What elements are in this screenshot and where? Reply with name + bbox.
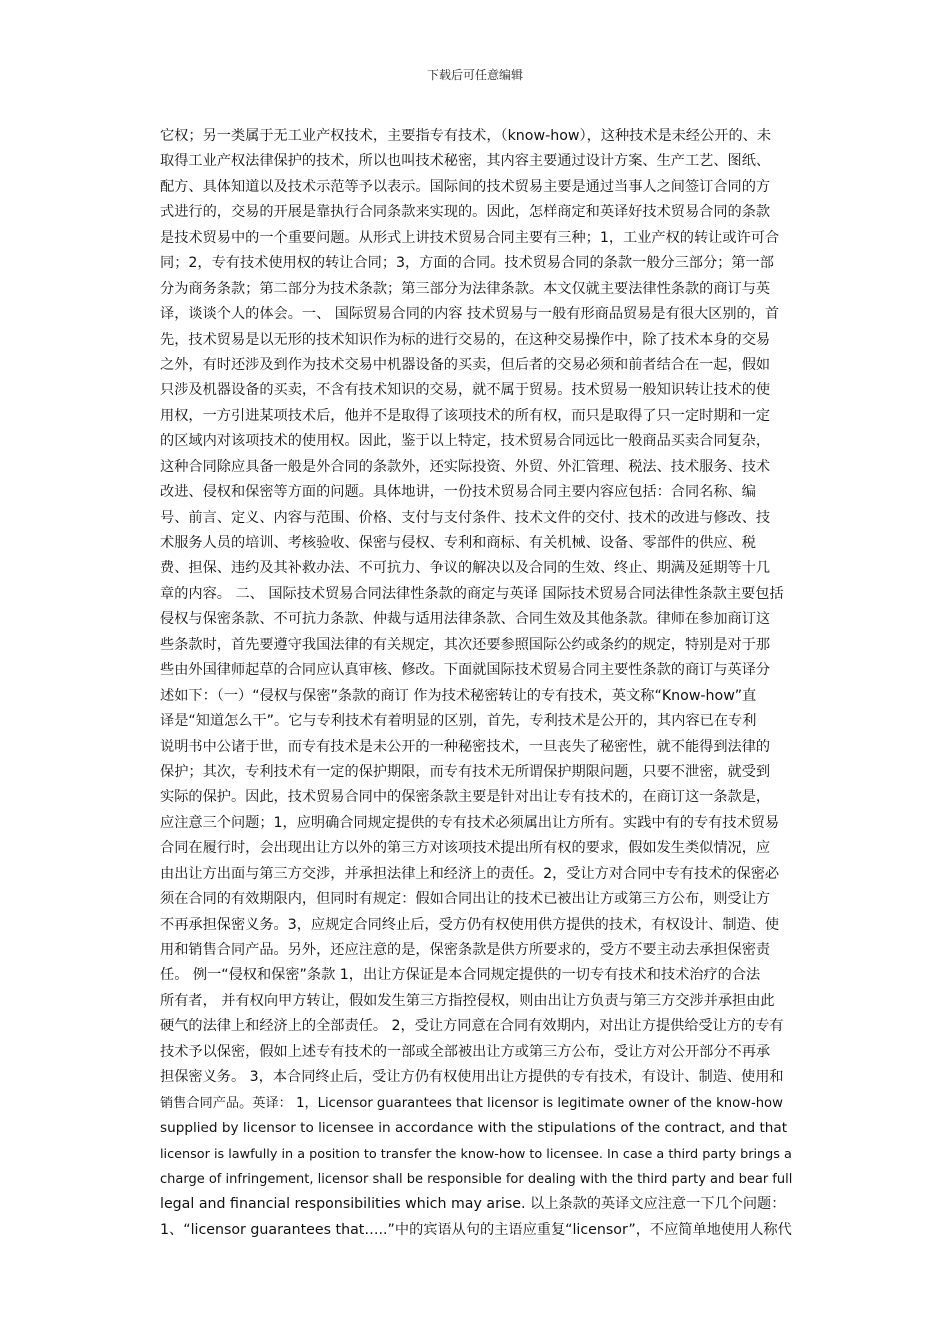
body-text [160, 124, 792, 1243]
text-line: 所有者， 并有权向甲方转让，假如发生第三方指控侵权，则由出让方负责与第三方交涉并承担由此 [160, 992, 775, 1009]
text-line: 之外，有时还涉及到作为技术交易中机器设备的买卖，但后者的交易必须和前者结合在一起，假如 [160, 356, 771, 373]
text-line: 应注意三个问题；1，应明确合同规定提供的专有技术必须属出让方所有。实践中有的专有技术贸易 [160, 814, 780, 831]
text-line: 是技术贸易中的一个重要问题。从形式上讲技术贸易合同主要有三种；1，工业产权的转让或许可合 [160, 229, 780, 246]
text-line: 说明书中公诸于世，而专有技术是未公开的一种秘密技术，一旦丧失了秘密性，就不能得到法律的 [160, 738, 771, 755]
text-line: 任。 例一“侵权和保密”条款 1，出让方保证是本合同规定提供的一切专有技术和技术治疗的合法 [160, 967, 761, 984]
text-line: 先，技术贸易是以无形的技术知识作为标的进行交易的，在这种交易操作中，除了技术本身的交易 [160, 331, 771, 348]
text-line: 章的内容。 二、 国际技术贸易合同法律性条款的商定与英译 国际技术贸易合同法律性条款主要包括 [160, 585, 784, 602]
text-line: 技术予以保密，假如上述专有技术的一部或全部被出让方或第三方公布，受让方对公开部分不再承 [160, 1043, 771, 1060]
text-line: 些由外国律师起草的合同应认真审核、修改。下面就国际技术贸易合同主要性条款的商订与英译分 [160, 662, 771, 679]
text-line: 这种合同除应具备一般是外合同的条款外，还实际投资、外贸、外汇管理、税法、技术服务、技术 [160, 458, 771, 475]
text-line: 保护；其次，专利技术有一定的保护期限，而专有技术无所谓保护期限问题，只要不泄密，就受到 [160, 763, 771, 780]
text-line: 取得工业产权法律保护的技术，所以也叫技术秘密，其内容主要通过设计方案、生产工艺、图纸、 [160, 153, 771, 170]
text-line: 由出让方出面与第三方交涉，并承担法律上和经济上的责任。2，受让方对合同中专有技术的保密必 [160, 865, 780, 882]
text-line: 式进行的，交易的开展是靠执行合同条款来实现的。因此，怎样商定和英译好技术贸易合同的条款 [160, 204, 771, 221]
text-line: 不再承担保密义务。3，应规定合同终止后，受方仍有权使用供方提供的技术，有权设计、制造、使 [160, 916, 780, 933]
text-line: 分为商务条款；第二部分为技术条款；第三部分为法律条款。本文仅就主要法律性条款的商订与英 [160, 280, 771, 297]
text-line: 它权；另一类属于无工业产权技术，主要指专有技术，（know-how），这种技术是未经公开的、未 [160, 128, 772, 144]
text-line: 配方、具体知道以及技术示范等予以表示。国际间的技术贸易主要是通过当事人之间签订合同的方 [160, 178, 771, 195]
text-line: 实际的保护。因此，技术贸易合同中的保密条款主要是针对出让专有技术的，在商订这一条款是， [160, 789, 771, 806]
text-line: 术服务人员的培训、考核验收、保密与侵权、专利和商标、有关机械、设备、零部件的供应、税 [160, 535, 756, 551]
text-line: 硬气的法律上和经济上的全部责任。 2，受让方同意在合同有效期内，对出让方提供给受让方的专有 [160, 1018, 784, 1035]
text-line: 述如下：（一）“侵权与保密”条款的商订 作为技术秘密转让的专有技术，英文称“Know-how”直 [160, 687, 757, 704]
text-line: 改进、侵权和保密等方面的问题。具体地讲，一份技术贸易合同主要内容应包括：合同名称、编 [160, 484, 756, 501]
text-line: 1、“licensor guarantees that…..”中的宾语从句的主语应重复“licensor”，不应简单地使用人称代 [160, 1221, 792, 1238]
text-line: supplied by licensor to licensee in accordance with the stipulations of the contract, and that [160, 1120, 788, 1137]
text-line: 用权，一方引进某项技术后，他并不是取得了该项技术的所有权，而只是取得了只一定时期和一定 [160, 407, 771, 424]
text-line: charge of infringement, licensor shall be responsible for dealing with the third party and bear full [160, 1171, 792, 1187]
text-line: 销售合同产品。英译： 1，Licensor guarantees that licensor is legitimate owner of the know-how [160, 1095, 783, 1111]
text-line: 只涉及机器设备的买卖，不含有技术知识的交易，就不属于贸易。技术贸易一般知识转让技术的使 [160, 382, 771, 399]
text-line: 些条款时，首先要遵守我国法律的有关规定，其次还要参照国际公约或条约的规定，特别是对于那 [160, 636, 771, 653]
text-line: 合同在履行时，会出现出让方以外的第三方对该项技术提出所有权的要求，假如发生类似情况，应 [160, 840, 771, 857]
text-line: 用和销售合同产品。另外，还应注意的是，保密条款是供方所要求的，受方不要主动去承担保密责 [160, 942, 771, 958]
text-line: 的区域内对该项技术的使用权。因此，鉴于以上特定，技术贸易合同远比一般商品买卖合同复杂， [160, 433, 771, 450]
text-line: 同；2，专有技术使用权的转让合同；3，方面的合同。技术贸易合同的条款一般分三部分；第一部 [160, 255, 774, 272]
text-line: licensor is lawfully in a position to transfer the know-how to licensee. In case a third party brings a [160, 1146, 792, 1162]
text-line: 译是“知道怎么干”。它与专利技术有着明显的区别，首先，专利技术是公开的，其内容已在专利 [160, 713, 757, 730]
text-line: legal and financial responsibilities which may arise. 以上条款的英译文应注意一下几个问题： [160, 1196, 786, 1213]
text-line: 侵权与保密条款、不可抗力条款、仲裁与适用法律条款、合同生效及其他条款。律师在参加商订这 [160, 611, 771, 628]
text-line: 担保密义务。 3，本合同终止后，受让方仍有权使用出让方提供的专有技术，有设计、制造、使用和 [160, 1069, 784, 1086]
text-line: 费、担保、违约及其补救办法、不可抗力、争议的解决以及合同的生效、终止、期满及延期等十几 [160, 560, 771, 577]
text-line: 号、前言、定义、内容与范围、价格、支付与支付条件、技术文件的交付、技术的改进与修改、技 [160, 509, 771, 526]
page-header: 下载后可任意编辑 [426, 68, 523, 82]
text-line: 译，谈谈个人的体会。一、 国际贸易合同的内容 技术贸易与一般有形商品贸易是有很大区别的，首 [160, 306, 780, 323]
text-line: 须在合同的有效期限内，但同时有规定：假如合同出让的技术已被出让方或第三方公布，则受让方 [160, 891, 771, 908]
